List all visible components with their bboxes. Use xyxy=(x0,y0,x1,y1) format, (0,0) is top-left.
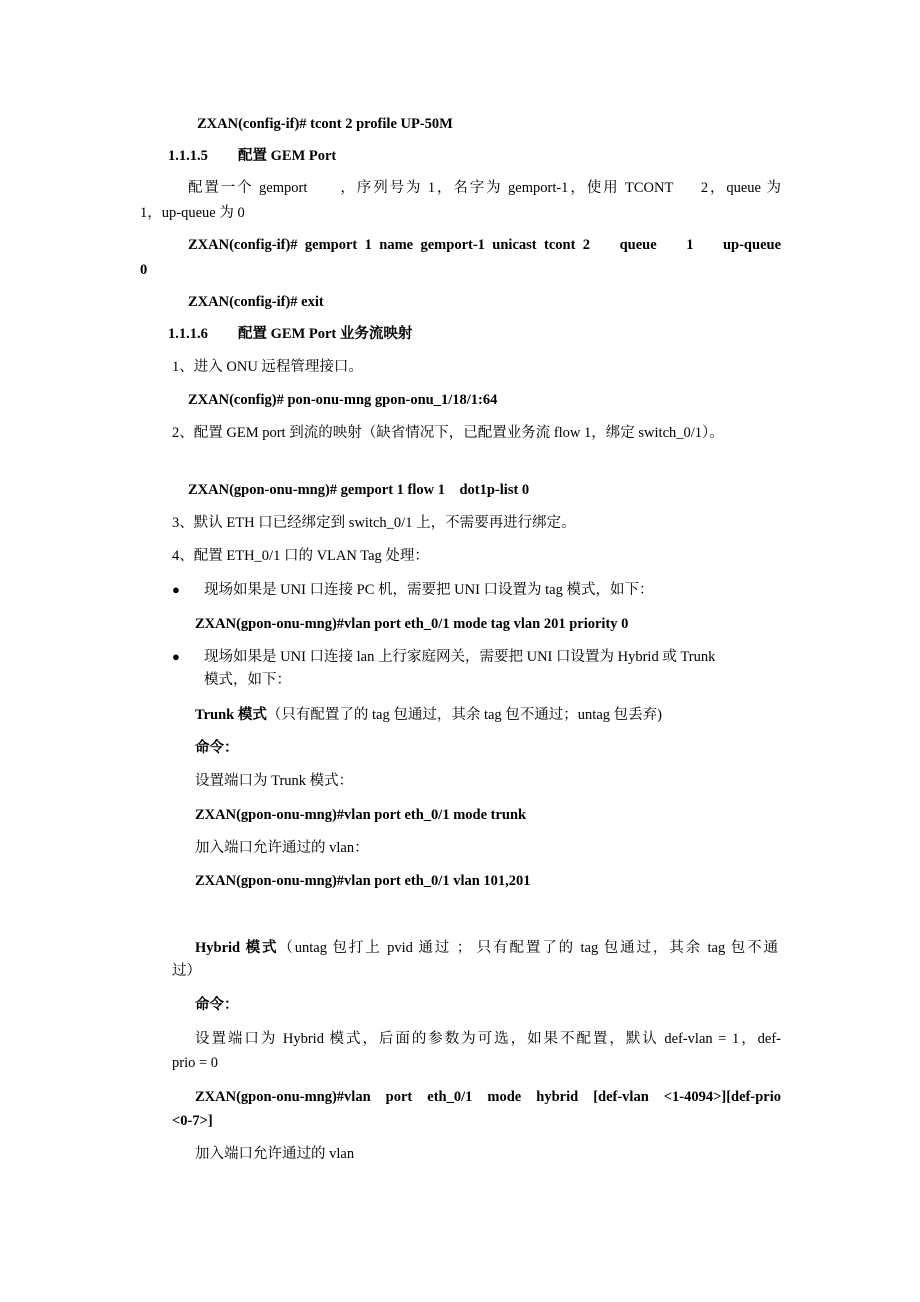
cmd-hybrid-line1: ZXAN(gpon-onu-mng)#vlan port eth_0/1 mode hybrid [def-vlan <1-4094>][def-prio xyxy=(195,1089,781,1105)
cmd-flow: ZXAN(gpon-onu-mng)# gemport 1 flow 1 dot1p-list 0 xyxy=(188,482,530,498)
section-number: 1.1.1.6 xyxy=(168,326,208,342)
set-trunk-text: 设置端口为 Trunk 模式： xyxy=(195,773,354,789)
step-4: 4、配置 ETH_0/1 口的 VLAN Tag 处理： xyxy=(172,548,429,564)
add-vlan-text: 加入端口允许通过的 vlan xyxy=(195,1146,355,1162)
bullet-1-text: 现场如果是 UNI 口连接 PC 机，需要把 UNI 口设置为 tag 模式，如下： xyxy=(204,582,654,598)
set-hybrid-line2: prio = 0 xyxy=(172,1055,219,1071)
bullet-2-line2: 模式，如下： xyxy=(204,672,291,688)
bullet-icon: ● xyxy=(172,649,180,664)
trunk-mode-label: Trunk 模式 xyxy=(195,707,267,723)
gemport-desc-line2: 1，up-queue 为 0 xyxy=(140,205,245,221)
command-label: 命令： xyxy=(195,997,239,1013)
cmd-exit: ZXAN(config-if)# exit xyxy=(188,294,324,310)
step-1: 1、进入 ONU 远程管理接口。 xyxy=(172,359,363,375)
gemport-desc-line1: 配置一个 gemport ，序列号为 1，名字为 gemport-1，使用 TCONT 2，queue 为 xyxy=(188,180,781,196)
cmd-tcont: ZXAN(config-if)# tcont 2 profile UP-50M xyxy=(197,116,453,132)
command-label: 命令： xyxy=(195,740,239,756)
cmd-pon-onu: ZXAN(config)# pon-onu-mng gpon-onu_1/18/1:64 xyxy=(188,392,498,408)
bullet-2-line1: 现场如果是 UNI 口连接 lan 上行家庭网关，需要把 UNI 口设置为 Hybrid 或 Trunk xyxy=(204,649,716,665)
cmd-gemport-line1: ZXAN(config-if)# gemport 1 name gemport-1 unicast tcont 2 queue 1 up-queue xyxy=(188,237,781,253)
section-title: 配置 GEM Port 业务流映射 xyxy=(238,326,413,342)
hybrid-mode-desc: （untag 包打上 pvid 通过 ； 只有配置了的 tag 包通过，其余 tag 包不通 xyxy=(278,940,778,956)
hybrid-mode-line1 xyxy=(195,937,778,959)
set-hybrid-line1: 设置端口为 Hybrid 模式，后面的参数为可选，如果不配置，默认 def-vlan = 1，def- xyxy=(195,1031,781,1047)
step-3: 3、默认 ETH 口已经绑定到 switch_0/1 上，不需要再进行绑定。 xyxy=(172,515,576,531)
cmd-tag: ZXAN(gpon-onu-mng)#vlan port eth_0/1 mode tag vlan 201 priority 0 xyxy=(195,616,629,632)
hybrid-mode-line2: 过） xyxy=(172,963,201,979)
trunk-mode-desc: （只有配置了的 tag 包通过，其余 tag 包不通过；untag 包丢弃) xyxy=(266,707,662,723)
section-heading-1-1-1-5 xyxy=(168,145,336,167)
cmd-hybrid-line2: <0-7>] xyxy=(172,1113,213,1129)
section-title: 配置 GEM Port xyxy=(238,148,337,164)
hybrid-mode-label: Hybrid 模式 xyxy=(195,940,279,956)
add-vlan-text: 加入端口允许通过的 vlan： xyxy=(195,840,369,856)
section-heading-1-1-1-6 xyxy=(168,323,412,345)
cmd-gemport-line2: 0 xyxy=(140,262,148,278)
section-number: 1.1.1.5 xyxy=(168,148,208,164)
cmd-vlan: ZXAN(gpon-onu-mng)#vlan port eth_0/1 vlan 101,201 xyxy=(195,873,531,889)
trunk-mode-line xyxy=(195,704,662,726)
step-2: 2、配置 GEM port 到流的映射（缺省情况下，已配置业务流 flow 1，绑定 switch_0/1）。 xyxy=(172,425,724,441)
bullet-icon: ● xyxy=(172,582,180,597)
cmd-trunk: ZXAN(gpon-onu-mng)#vlan port eth_0/1 mode trunk xyxy=(195,807,527,823)
